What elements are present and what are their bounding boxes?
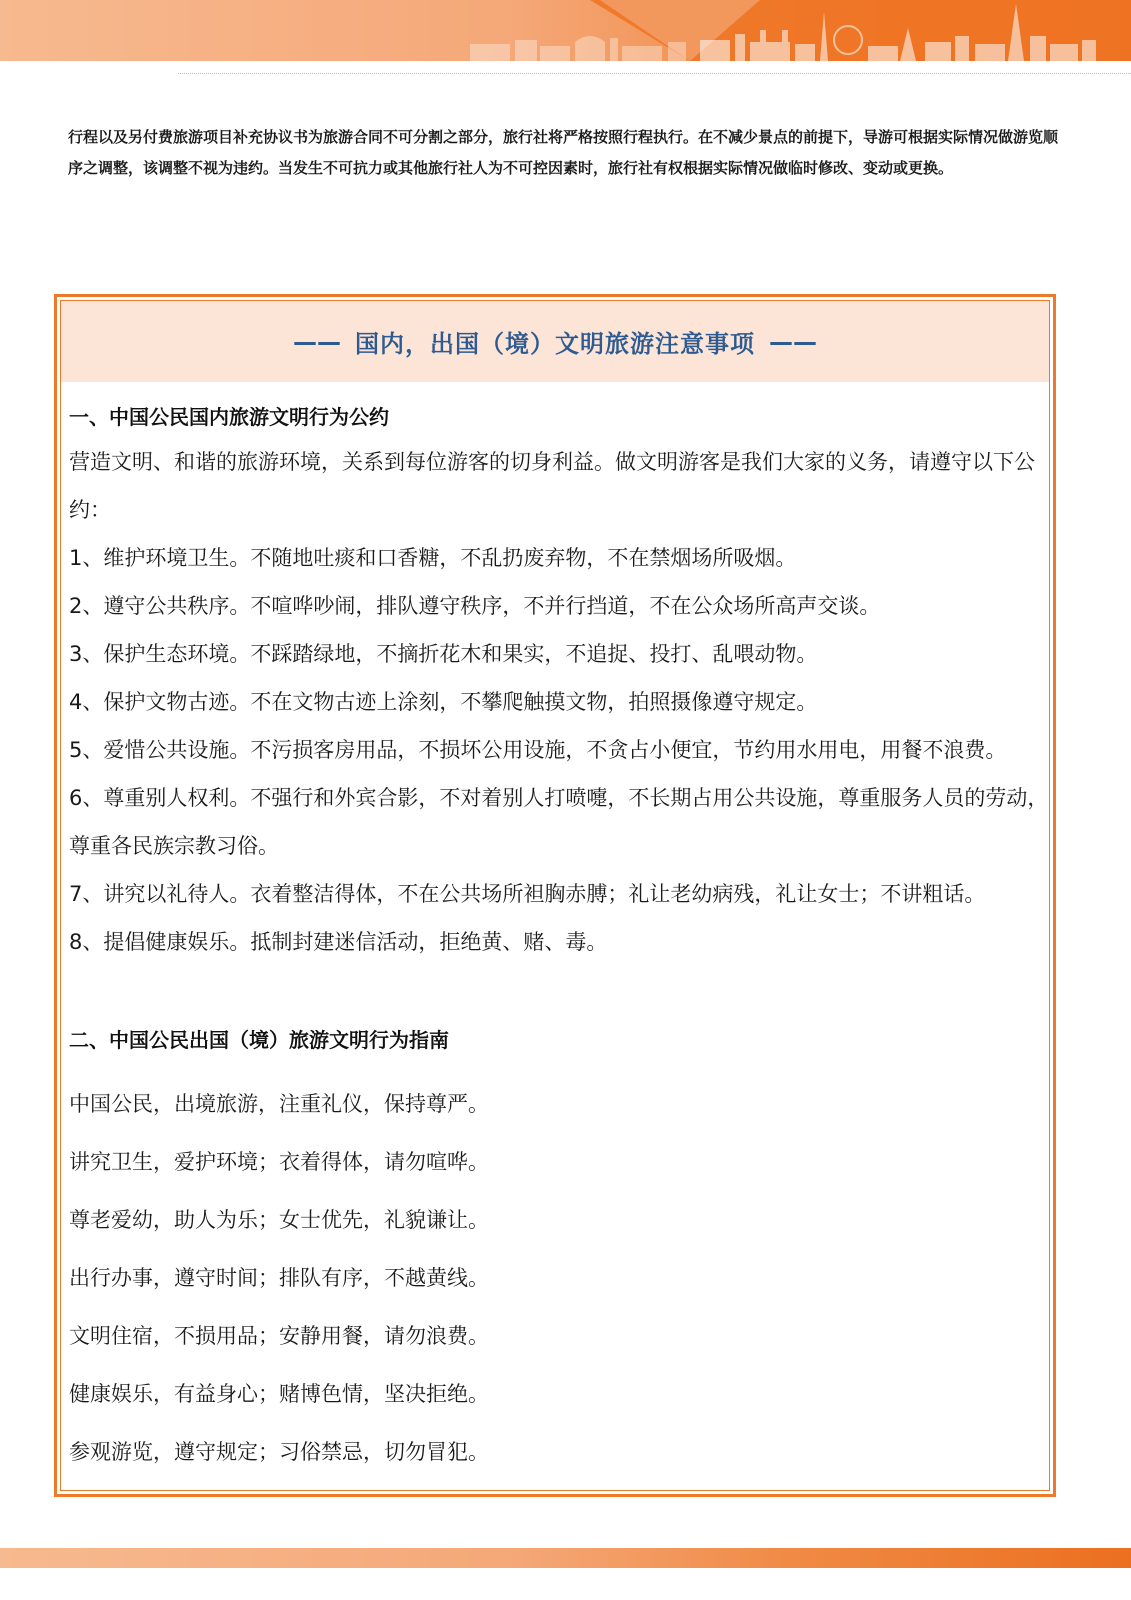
convention-item: 4、保护文物古迹。不在文物古迹上涂刻，不攀爬触摸文物，拍照摄像遵守规定。 [69, 690, 818, 714]
section2-heading: 二、中国公民出国（境）旅游文明行为指南 [69, 1028, 449, 1052]
convention-item: 6、尊重别人权利。不强行和外宾合影，不对着别人打喷嚏，不长期占用公共设施，尊重服务人员的劳动，尊重各民族宗教习俗。 [69, 786, 1049, 858]
guideline-line: 健康娱乐，有益身心；赌博色情，坚决拒绝。 [69, 1382, 489, 1406]
notice-body [69, 391, 1049, 1481]
title-dash-left: —— [293, 327, 341, 356]
convention-item: 7、讲究以礼待人。衣着整洁得体，不在公共场所袒胸赤膊；礼让老幼病残，礼让女士；不讲粗话。 [69, 882, 986, 906]
convention-item: 3、保护生态环境。不踩踏绿地，不摘折花木和果实，不追捉、投打、乱喂动物。 [69, 642, 818, 666]
guideline-line: 中国公民，出境旅游，注重礼仪，保持尊严。 [69, 1092, 489, 1116]
guideline-line: 出行办事，遵守时间；排队有序，不越黄线。 [69, 1266, 489, 1290]
convention-item: 2、遵守公共秩序。不喧哗吵闹，排队遵守秩序，不并行挡道，不在公众场所高声交谈。 [69, 594, 881, 618]
notice-box-inner [60, 300, 1050, 1491]
footer-banner [0, 1548, 1131, 1568]
notice-title: 国内，出国（境）文明旅游注意事项 [355, 330, 755, 358]
section1-intro: 营造文明、和谐的旅游环境，关系到每位游客的切身利益。做文明游客是我们大家的义务，请遵守以下公约： [69, 450, 1035, 522]
section1-heading: 一、中国公民国内旅游文明行为公约 [69, 405, 389, 429]
guideline-line: 参观游览，遵守规定；习俗禁忌，切勿冒犯。 [69, 1440, 489, 1464]
guideline-line: 尊老爱幼，助人为乐；女士优先，礼貌谦让。 [69, 1208, 489, 1232]
intro-paragraph: 行程以及另付费旅游项目补充协议书为旅游合同不可分割之部分，旅行社将严格按照行程执行。在不减少景点的前提下，导游可根据实际情况做游览顺序之调整，该调整不视为违约。当发生不可抗力或其他旅行社人为不可控因素时，旅行社有权根据实际情况做临时修改、变动或更换。 [68, 128, 1059, 177]
header-banner [0, 0, 1131, 61]
guideline-line: 文明住宿，不损用品；安静用餐，请勿浪费。 [69, 1324, 489, 1348]
city-skyline-graphic [0, 0, 1131, 61]
convention-item: 5、爱惜公共设施。不污损客房用品，不损坏公用设施，不贪占小便宜，节约用水用电，用餐不浪费。 [69, 738, 1007, 762]
title-dash-right: —— [769, 327, 817, 356]
guideline-list [69, 1075, 1049, 1481]
notice-box [54, 294, 1056, 1497]
notice-header [61, 301, 1049, 382]
header-divider [178, 73, 1131, 74]
convention-item: 8、提倡健康娱乐。抵制封建迷信活动，拒绝黄、赌、毒。 [69, 930, 608, 954]
guideline-line: 讲究卫生，爱护环境；衣着得体，请勿喧哗。 [69, 1150, 489, 1174]
convention-item: 1、维护环境卫生。不随地吐痰和口香糖，不乱扔废弃物，不在禁烟场所吸烟。 [69, 546, 797, 570]
